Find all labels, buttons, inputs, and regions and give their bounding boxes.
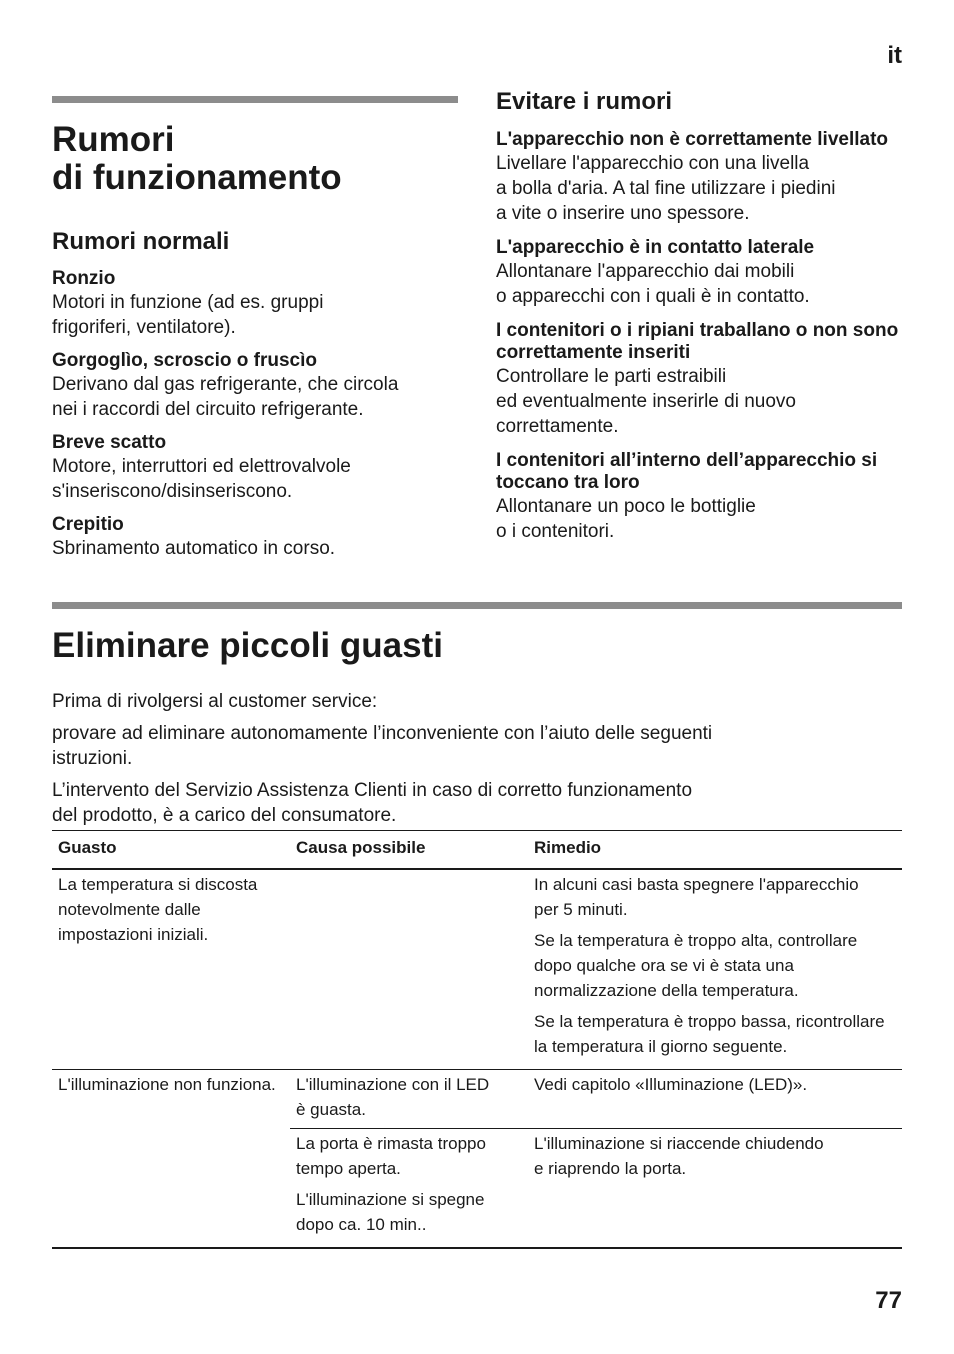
tip-text: Controllare le parti estraibili ed eventualmente inserirle di nuovo correttamente.	[496, 366, 796, 437]
tip-title: L'apparecchio è in contatto laterale	[496, 237, 815, 258]
cause-cell	[290, 869, 528, 1070]
remedy-text: Se la temperatura è troppo bassa, ricontrollare la temperatura il giorno seguente.	[534, 1012, 885, 1056]
remedy-cell	[528, 869, 902, 1070]
column-header-cause: Causa possibile	[290, 831, 528, 870]
tip-title: I contenitori all’interno dell’apparecchio si toccano tra loro	[496, 450, 878, 493]
cause-cell	[290, 1129, 528, 1249]
avoid-noise-section	[496, 88, 906, 555]
intro-paragraph: L’intervento del Servizio Assistenza Clienti in caso di corretto funzionamento del prodotto, è a carico del consumatore.	[52, 780, 693, 826]
table-row	[52, 1070, 902, 1129]
fault-text: La temperatura si discosta notevolmente dalle impostazioni iniziali.	[58, 875, 258, 944]
tip-title: L'apparecchio non è correttamente livellato	[496, 129, 889, 150]
subsection-title: Rumori normali	[52, 228, 230, 255]
remedy-text: In alcuni casi basta spegnere l'apparecchio per 5 minuti.	[534, 875, 859, 919]
noise-tip	[496, 450, 906, 544]
cause-text: La porta è rimasta troppo tempo aperta.	[296, 1134, 486, 1178]
fault-cell	[52, 869, 290, 1070]
noise-entry	[52, 268, 458, 340]
tip-text: Livellare l'apparecchio con una livella a bolla d'aria. A tal fine utilizzare i piedini a vite o inserire uno spessore.	[496, 153, 836, 224]
table-row	[52, 869, 902, 1070]
entry-text: Motori in funzione (ad es. gruppi frigoriferi, ventilatore).	[52, 292, 324, 338]
intro-paragraph: Prima di rivolgersi al customer service:	[52, 691, 378, 712]
noise-tip	[496, 320, 906, 439]
remedy-text: Vedi capitolo «Illuminazione (LED)».	[534, 1075, 808, 1094]
noise-tip	[496, 129, 906, 226]
entry-text: Motore, interruttori ed elettrovalvole s'inseriscono/disinseriscono.	[52, 456, 351, 502]
section-title: Rumori di funzionamento	[52, 120, 342, 197]
entry-title: Gorgoglìo, scroscio o fruscìo	[52, 350, 317, 371]
section-divider	[52, 96, 458, 103]
table-header-row	[52, 831, 902, 870]
entry-title: Ronzio	[52, 268, 116, 289]
fault-text: L'illuminazione non funziona.	[58, 1075, 276, 1094]
cause-text: L'illuminazione con il LED è guasta.	[296, 1075, 490, 1119]
intro-paragraph: provare ad eliminare autonomamente l’inconveniente con l’aiuto delle seguenti istruzioni.	[52, 723, 713, 769]
section-divider	[52, 602, 902, 609]
cause-text: L'illuminazione si spegne dopo ca. 10 min..	[296, 1190, 485, 1234]
remedy-text: L'illuminazione si riaccende chiudendo e riaprendo la porta.	[534, 1134, 824, 1178]
troubleshooting-table	[52, 830, 902, 1249]
column-header-fault: Guasto	[52, 831, 290, 870]
remedy-cell	[528, 1129, 902, 1249]
troubleshooting-section	[52, 602, 902, 835]
noise-section	[52, 96, 458, 571]
noise-tip	[496, 237, 906, 309]
noise-entry	[52, 432, 458, 504]
cause-cell	[290, 1070, 528, 1129]
noise-entry	[52, 350, 458, 422]
tip-text: Allontanare un poco le bottiglie o i contenitori.	[496, 496, 756, 542]
remedy-cell	[528, 1070, 902, 1129]
page-number: 77	[875, 1287, 902, 1314]
entry-text: Derivano dal gas refrigerante, che circola nei i raccordi del circuito refrigerante.	[52, 374, 399, 420]
tip-title: I contenitori o i ripiani traballano o non sono correttamente inseriti	[496, 320, 899, 363]
column-header-remedy: Rimedio	[528, 831, 902, 870]
tip-text: Allontanare l'apparecchio dai mobili o apparecchi con i quali è in contatto.	[496, 261, 810, 307]
noise-entry	[52, 514, 458, 561]
fault-cell	[52, 1070, 290, 1249]
entry-text: Sbrinamento automatico in corso.	[52, 538, 336, 559]
subsection-title: Evitare i rumori	[496, 88, 673, 115]
remedy-text: Se la temperatura è troppo alta, controllare dopo qualche ora se vi è stata una normalizzazione della temperatura.	[534, 931, 858, 1000]
entry-title: Breve scatto	[52, 432, 167, 453]
entry-title: Crepitio	[52, 514, 124, 535]
section-title: Eliminare piccoli guasti	[52, 626, 443, 665]
language-code: it	[887, 42, 902, 69]
